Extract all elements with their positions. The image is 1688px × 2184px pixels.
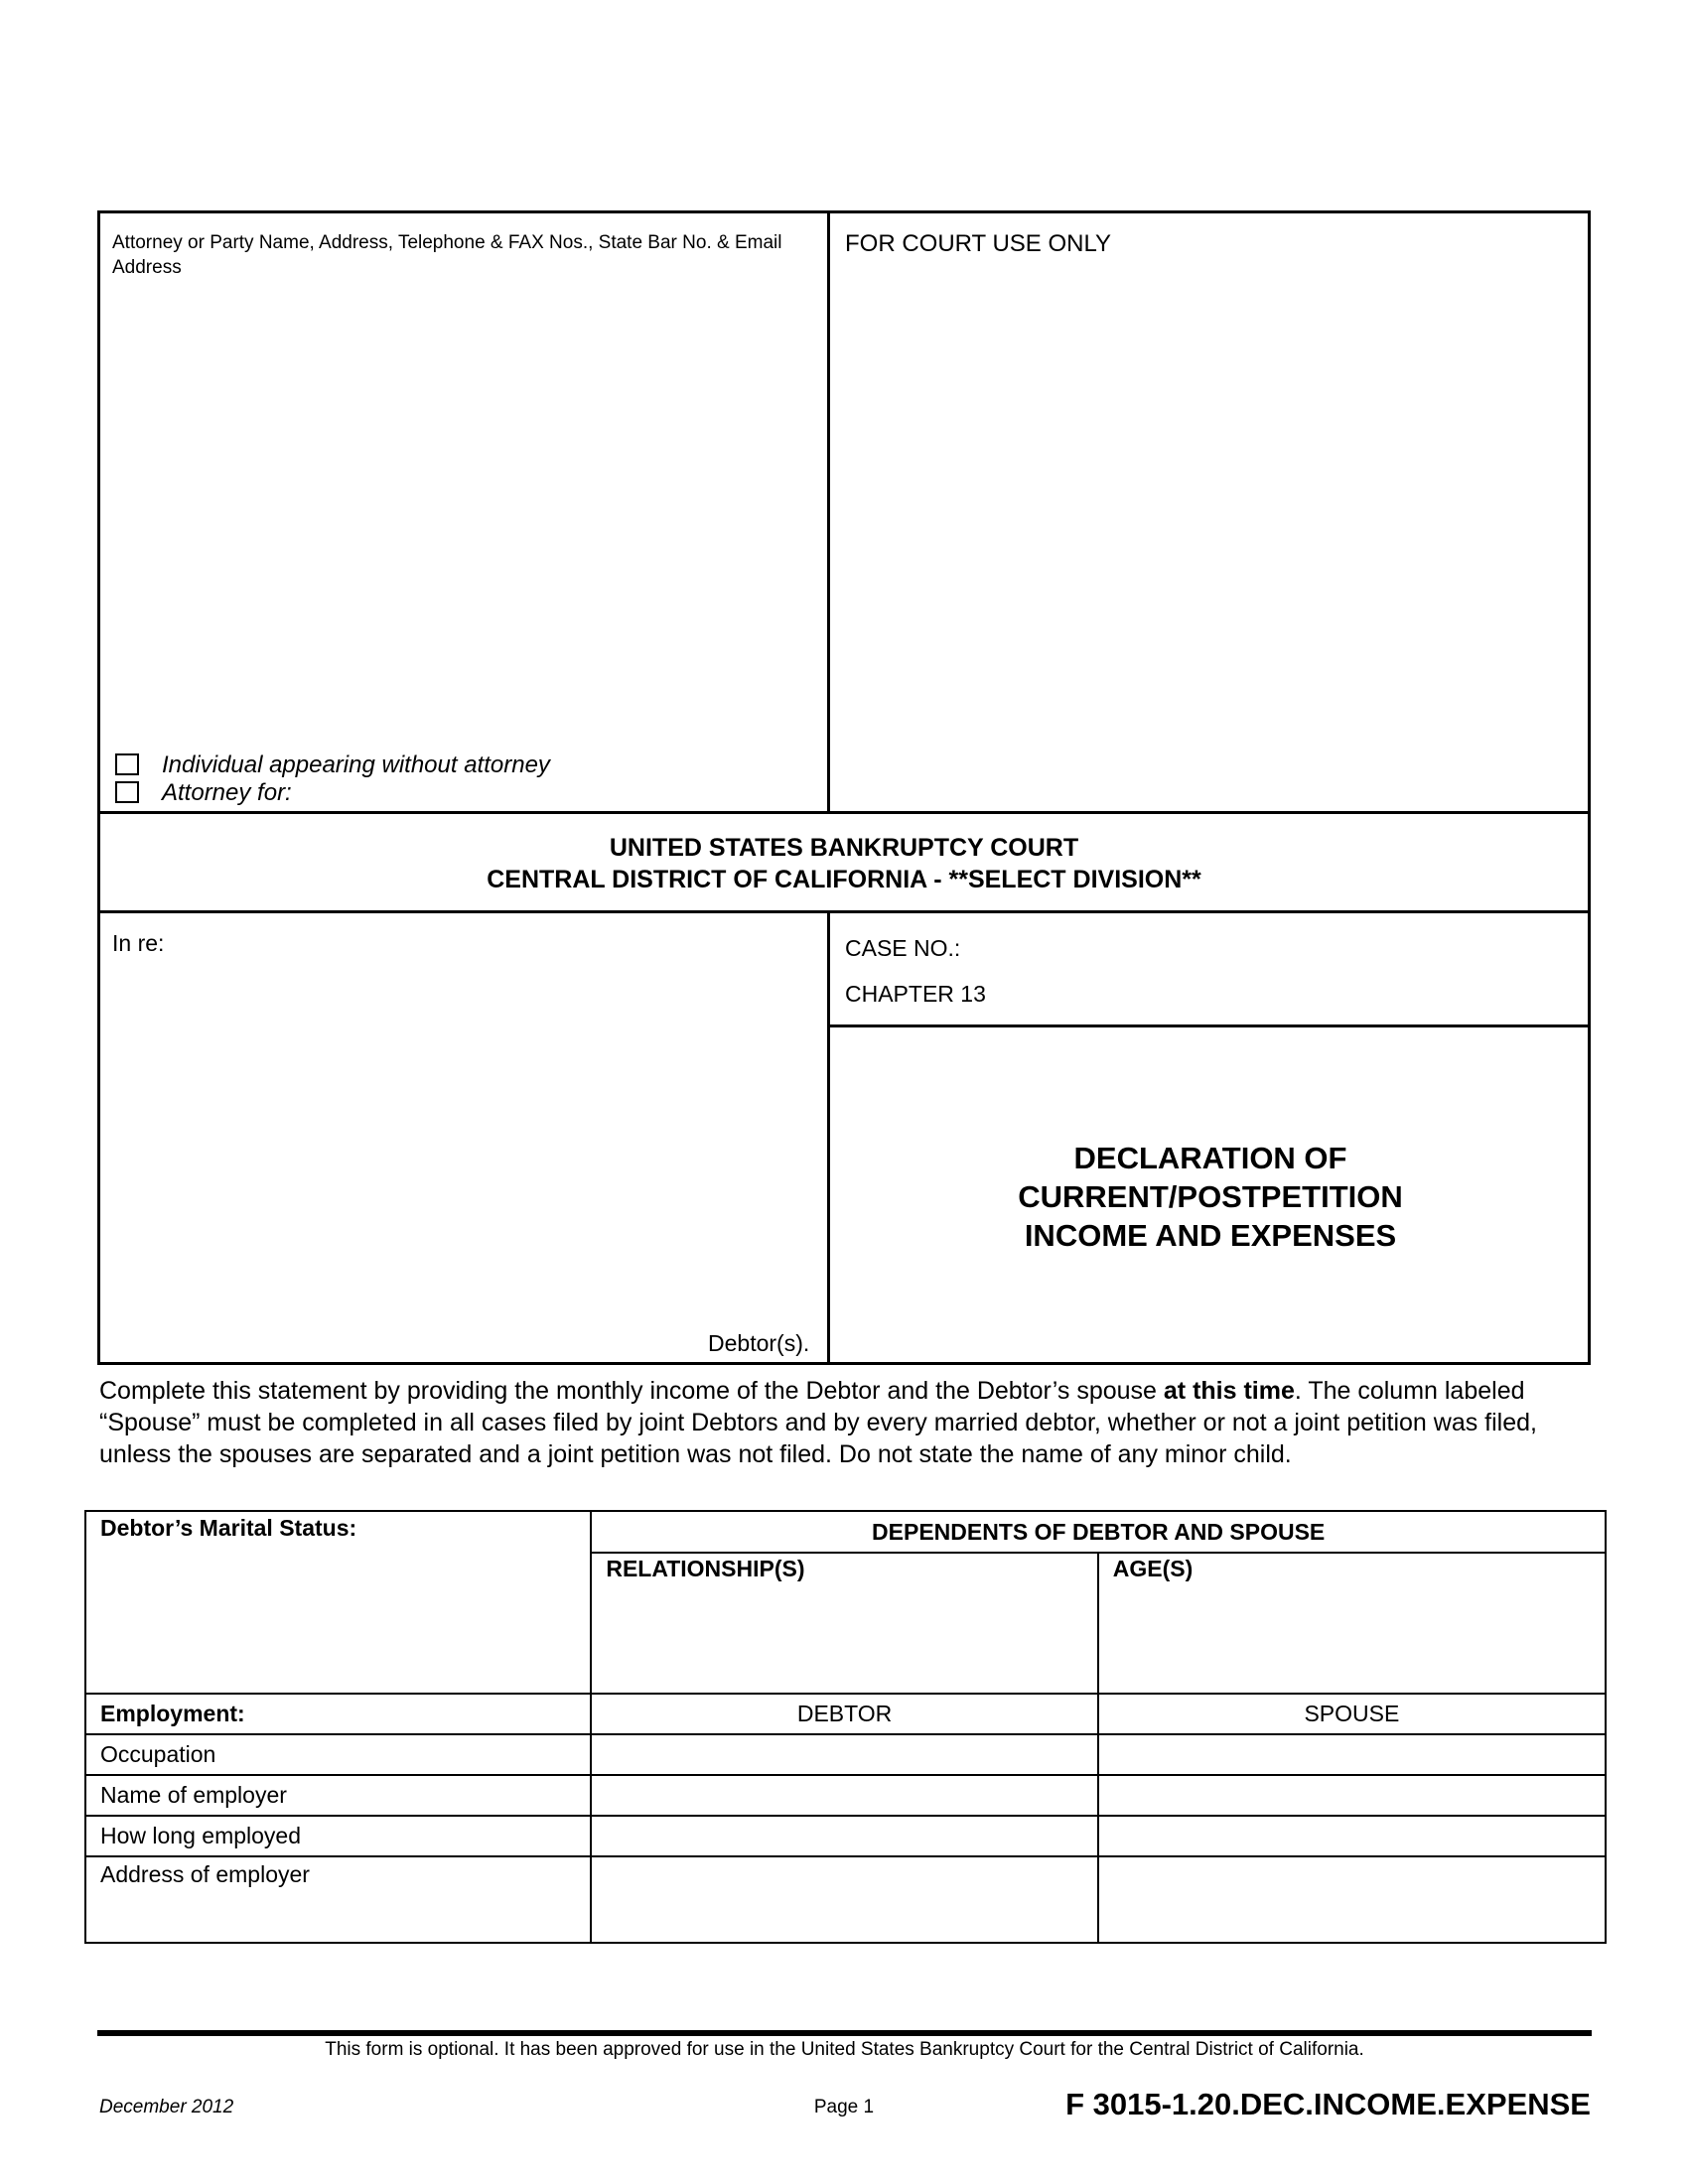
relationships-header: RELATIONSHIP(S) [606, 1556, 805, 1581]
spouse-employer-address-field[interactable] [1098, 1856, 1606, 1943]
caption-rule-2 [97, 910, 1591, 913]
debtors-label: Debtor(s). [708, 1330, 810, 1356]
employment-label: Employment: [85, 1694, 591, 1734]
table-row [85, 1734, 1606, 1775]
spouse-occupation-field[interactable] [1098, 1734, 1606, 1775]
caption-divider-top [827, 210, 830, 814]
attorney-for-checkbox[interactable] [115, 781, 139, 803]
instructions-text-1: Complete this statement by providing the monthly income of the Debtor and the Debtor’s spouse [99, 1377, 1164, 1405]
instructions-bold-text: at this time [1163, 1377, 1295, 1405]
debtor-employer-address-field[interactable] [591, 1856, 1097, 1943]
footer-note: This form is optional. It has been approved for use in the United States Bankruptcy Court for the Central District of California. [325, 2039, 1364, 2060]
ages-cell[interactable] [1098, 1553, 1606, 1694]
individual-checkbox-label: Individual appearing without attorney [162, 751, 550, 778]
employment-table [84, 1510, 1607, 1944]
instructions-text-2: . The column labeled “Spouse” must be completed in all cases filed by joint Debtors and by every married debtor, whether or not a joint petition was filed, unless the spouses are separated and a joint petition was not filed. Do not state the name of any minor child. [99, 1377, 1537, 1468]
debtor-column-header: DEBTOR [591, 1694, 1097, 1734]
case-no-label: CASE NO.: [845, 935, 961, 961]
caption-rule-1 [97, 811, 1591, 814]
debtor-employer-name-field[interactable] [591, 1775, 1097, 1816]
employer-address-label: Address of employer [85, 1856, 591, 1943]
debtor-how-long-field[interactable] [591, 1816, 1097, 1856]
attorney-for-checkbox-label: Attorney for: [162, 779, 292, 806]
table-row [85, 1816, 1606, 1856]
form-code: F 3015-1.20.DEC.INCOME.EXPENSE [1065, 2087, 1591, 2121]
table-row [85, 1775, 1606, 1816]
court-name-line1: UNITED STATES BANKRUPTCY COURT [609, 834, 1079, 862]
table-row [85, 1856, 1606, 1943]
instructions-paragraph [99, 1375, 1594, 1470]
caption-divider-bottom [827, 910, 830, 1365]
form-title-line1: DECLARATION OF [1073, 1141, 1347, 1175]
spouse-employer-name-field[interactable] [1098, 1775, 1606, 1816]
court-use-label: FOR COURT USE ONLY [845, 230, 1112, 257]
individual-checkbox[interactable] [115, 753, 139, 775]
in-re-label: In re: [112, 930, 165, 956]
marital-status-label: Debtor’s Marital Status: [85, 1511, 591, 1694]
spouse-column-header: SPOUSE [1098, 1694, 1606, 1734]
relationships-cell[interactable] [591, 1553, 1097, 1694]
dependents-header: DEPENDENTS OF DEBTOR AND SPOUSE [591, 1511, 1606, 1553]
employer-name-label: Name of employer [85, 1775, 591, 1816]
chapter-label: CHAPTER 13 [845, 981, 986, 1007]
court-name-line2: CENTRAL DISTRICT OF CALIFORNIA - **SELECT DIVISION** [487, 866, 1201, 893]
caption-rule-3 [827, 1024, 1591, 1027]
occupation-label: Occupation [85, 1734, 591, 1775]
footer-rule [97, 2030, 1592, 2036]
spouse-how-long-field[interactable] [1098, 1816, 1606, 1856]
footer-date: December 2012 [99, 2097, 234, 2117]
ages-header: AGE(S) [1112, 1556, 1194, 1581]
form-title-line3: INCOME AND EXPENSES [1024, 1218, 1397, 1253]
debtor-occupation-field[interactable] [591, 1734, 1097, 1775]
attorney-info-label: Attorney or Party Name, Address, Telephone & FAX Nos., State Bar No. & Email Address [112, 232, 782, 278]
page-number: Page 1 [813, 2097, 875, 2117]
how-long-employed-label: How long employed [85, 1816, 591, 1856]
form-title-line2: CURRENT/POSTPETITION [1018, 1179, 1403, 1214]
